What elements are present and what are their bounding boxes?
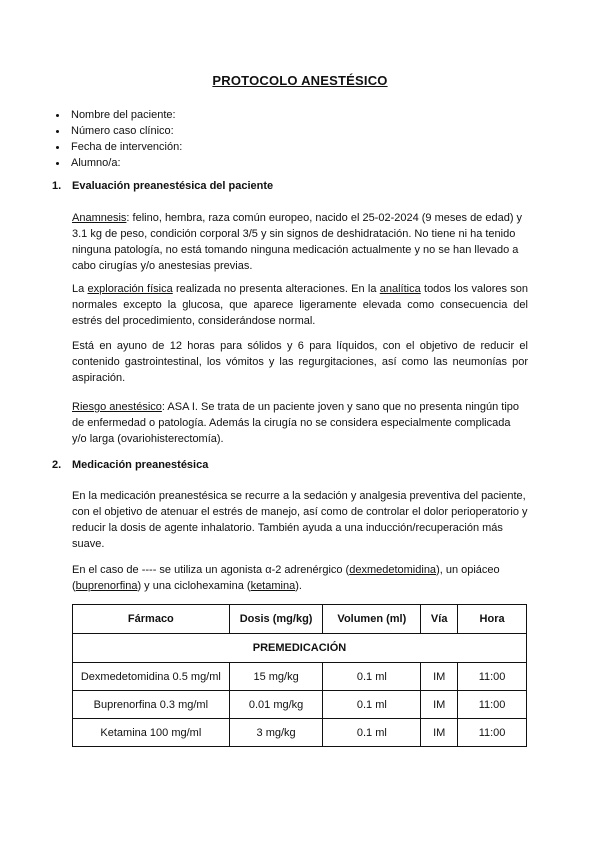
section-number: 1. xyxy=(52,180,62,192)
anamnesis-label: Anamnesis xyxy=(72,212,127,224)
field-label: Nombre del paciente: xyxy=(71,109,176,121)
section-title: Evaluación preanestésica del paciente xyxy=(72,180,274,192)
table-cell: 0.1 ml xyxy=(323,691,421,719)
table-cell: IM xyxy=(421,719,458,747)
document-title: PROTOCOLO ANESTÉSICO xyxy=(212,73,388,88)
table-cell: Ketamina 100 mg/ml xyxy=(73,719,230,747)
section-1-heading xyxy=(52,180,273,192)
section-2-heading xyxy=(52,459,208,471)
group-label: PREMEDICACIÓN xyxy=(73,634,527,663)
header-cell: Fármaco xyxy=(73,605,230,634)
table-row xyxy=(73,663,527,691)
field-label: Fecha de intervención: xyxy=(71,141,183,153)
header-cell: Volumen (ml) xyxy=(323,605,421,634)
paragraph-text: todos los valores son normales excepto la glucosa, que aparece ligeramente elevada como consecuencia del estrés del procedimiento, considerándose normal. xyxy=(72,283,529,327)
anamnesis-paragraph xyxy=(72,210,528,274)
bullet-icon xyxy=(56,146,59,149)
table-row xyxy=(73,691,527,719)
header-cell: Vía xyxy=(421,605,458,634)
table-cell: 0.1 ml xyxy=(323,663,421,691)
analysis-term: analítica xyxy=(379,283,421,295)
header-cell: Hora xyxy=(458,605,527,634)
header-cell: Dosis (mg/kg) xyxy=(229,605,323,634)
patient-fields-list xyxy=(54,107,182,171)
table-cell: 11:00 xyxy=(458,719,527,747)
drug-name: ketamina xyxy=(250,580,296,592)
exam-paragraph xyxy=(72,281,528,329)
table-cell: IM xyxy=(421,691,458,719)
premedication-paragraph: En la medicación preanestésica se recurre a la sedación y analgesia preventiva del paciente, con el objetivo de atenuar el estrés de manejo, así como de controlar el dolor perioperatorio y reducir la dosis de agente inhalatorio. También ayuda a una inducción/recuperación más suave. xyxy=(72,490,528,550)
table-cell: 11:00 xyxy=(458,663,527,691)
bullet-icon xyxy=(56,114,59,117)
field-label: Alumno/a: xyxy=(71,157,121,169)
medication-table xyxy=(72,604,527,747)
table-group-row xyxy=(73,634,527,663)
drug-name: dexmedetomidina xyxy=(349,564,437,576)
table-cell: 0.1 ml xyxy=(323,719,421,747)
table-row xyxy=(73,719,527,747)
table-header-row xyxy=(73,605,527,634)
paragraph-text: ), un opiáceo ( xyxy=(72,564,500,592)
drug-name: buprenorfina xyxy=(75,580,138,592)
field-student xyxy=(54,155,182,171)
paragraph-text: realizada no presenta alteraciones. En la xyxy=(172,283,380,295)
table-cell: Dexmedetomidina 0.5 mg/ml xyxy=(73,663,230,691)
table-cell: 15 mg/kg xyxy=(229,663,323,691)
risk-paragraph xyxy=(72,399,528,447)
drugs-paragraph xyxy=(72,562,528,594)
bullet-icon xyxy=(56,130,59,133)
anamnesis-text: : felino, hembra, raza común europeo, nacido el 25-02-2024 (9 meses de edad) y 3.1 kg de peso, condición corporal 3/5 y sin signos de deshidratación. No tiene ni ha tenido ninguna patología, no está tomando ninguna medicación actualmente y no se han llevado a cabo cirugías y/o anestesias previas. xyxy=(72,212,523,272)
risk-label: Riesgo anestésico xyxy=(72,401,162,413)
paragraph-text: ). xyxy=(295,580,302,592)
paragraph-text: La xyxy=(72,283,88,295)
field-intervention-date xyxy=(54,139,182,155)
field-label: Número caso clínico: xyxy=(71,125,174,137)
paragraph-text: ) y una ciclohexamina ( xyxy=(137,580,251,592)
fasting-paragraph: Está en ayuno de 12 horas para sólidos y 6 para líquidos, con el objetivo de reducir el contenido gastrointestinal, los vómitos y las regurgitaciones, así como las neumonías por aspiración. xyxy=(72,340,528,384)
table-cell: IM xyxy=(421,663,458,691)
field-case-number xyxy=(54,123,182,139)
table-cell: 11:00 xyxy=(458,691,527,719)
table-cell: Buprenorfina 0.3 mg/ml xyxy=(73,691,230,719)
section-title: Medicación preanestésica xyxy=(72,459,209,471)
section-number: 2. xyxy=(52,459,62,471)
risk-text: : ASA I. Se trata de un paciente joven y sano que no presenta ningún tipo de enfermedad o patología. Además la cirugía no se considera especialmente complicada y/o larga (ovariohisterectomía). xyxy=(72,401,520,445)
table-cell: 0.01 mg/kg xyxy=(229,691,323,719)
table-cell: 3 mg/kg xyxy=(229,719,323,747)
bullet-icon xyxy=(56,162,59,165)
paragraph-text: En el caso de ---- se utiliza un agonista α-2 adrenérgico ( xyxy=(72,564,350,576)
physical-exam-term: exploración física xyxy=(87,283,173,295)
field-patient-name xyxy=(54,107,182,123)
